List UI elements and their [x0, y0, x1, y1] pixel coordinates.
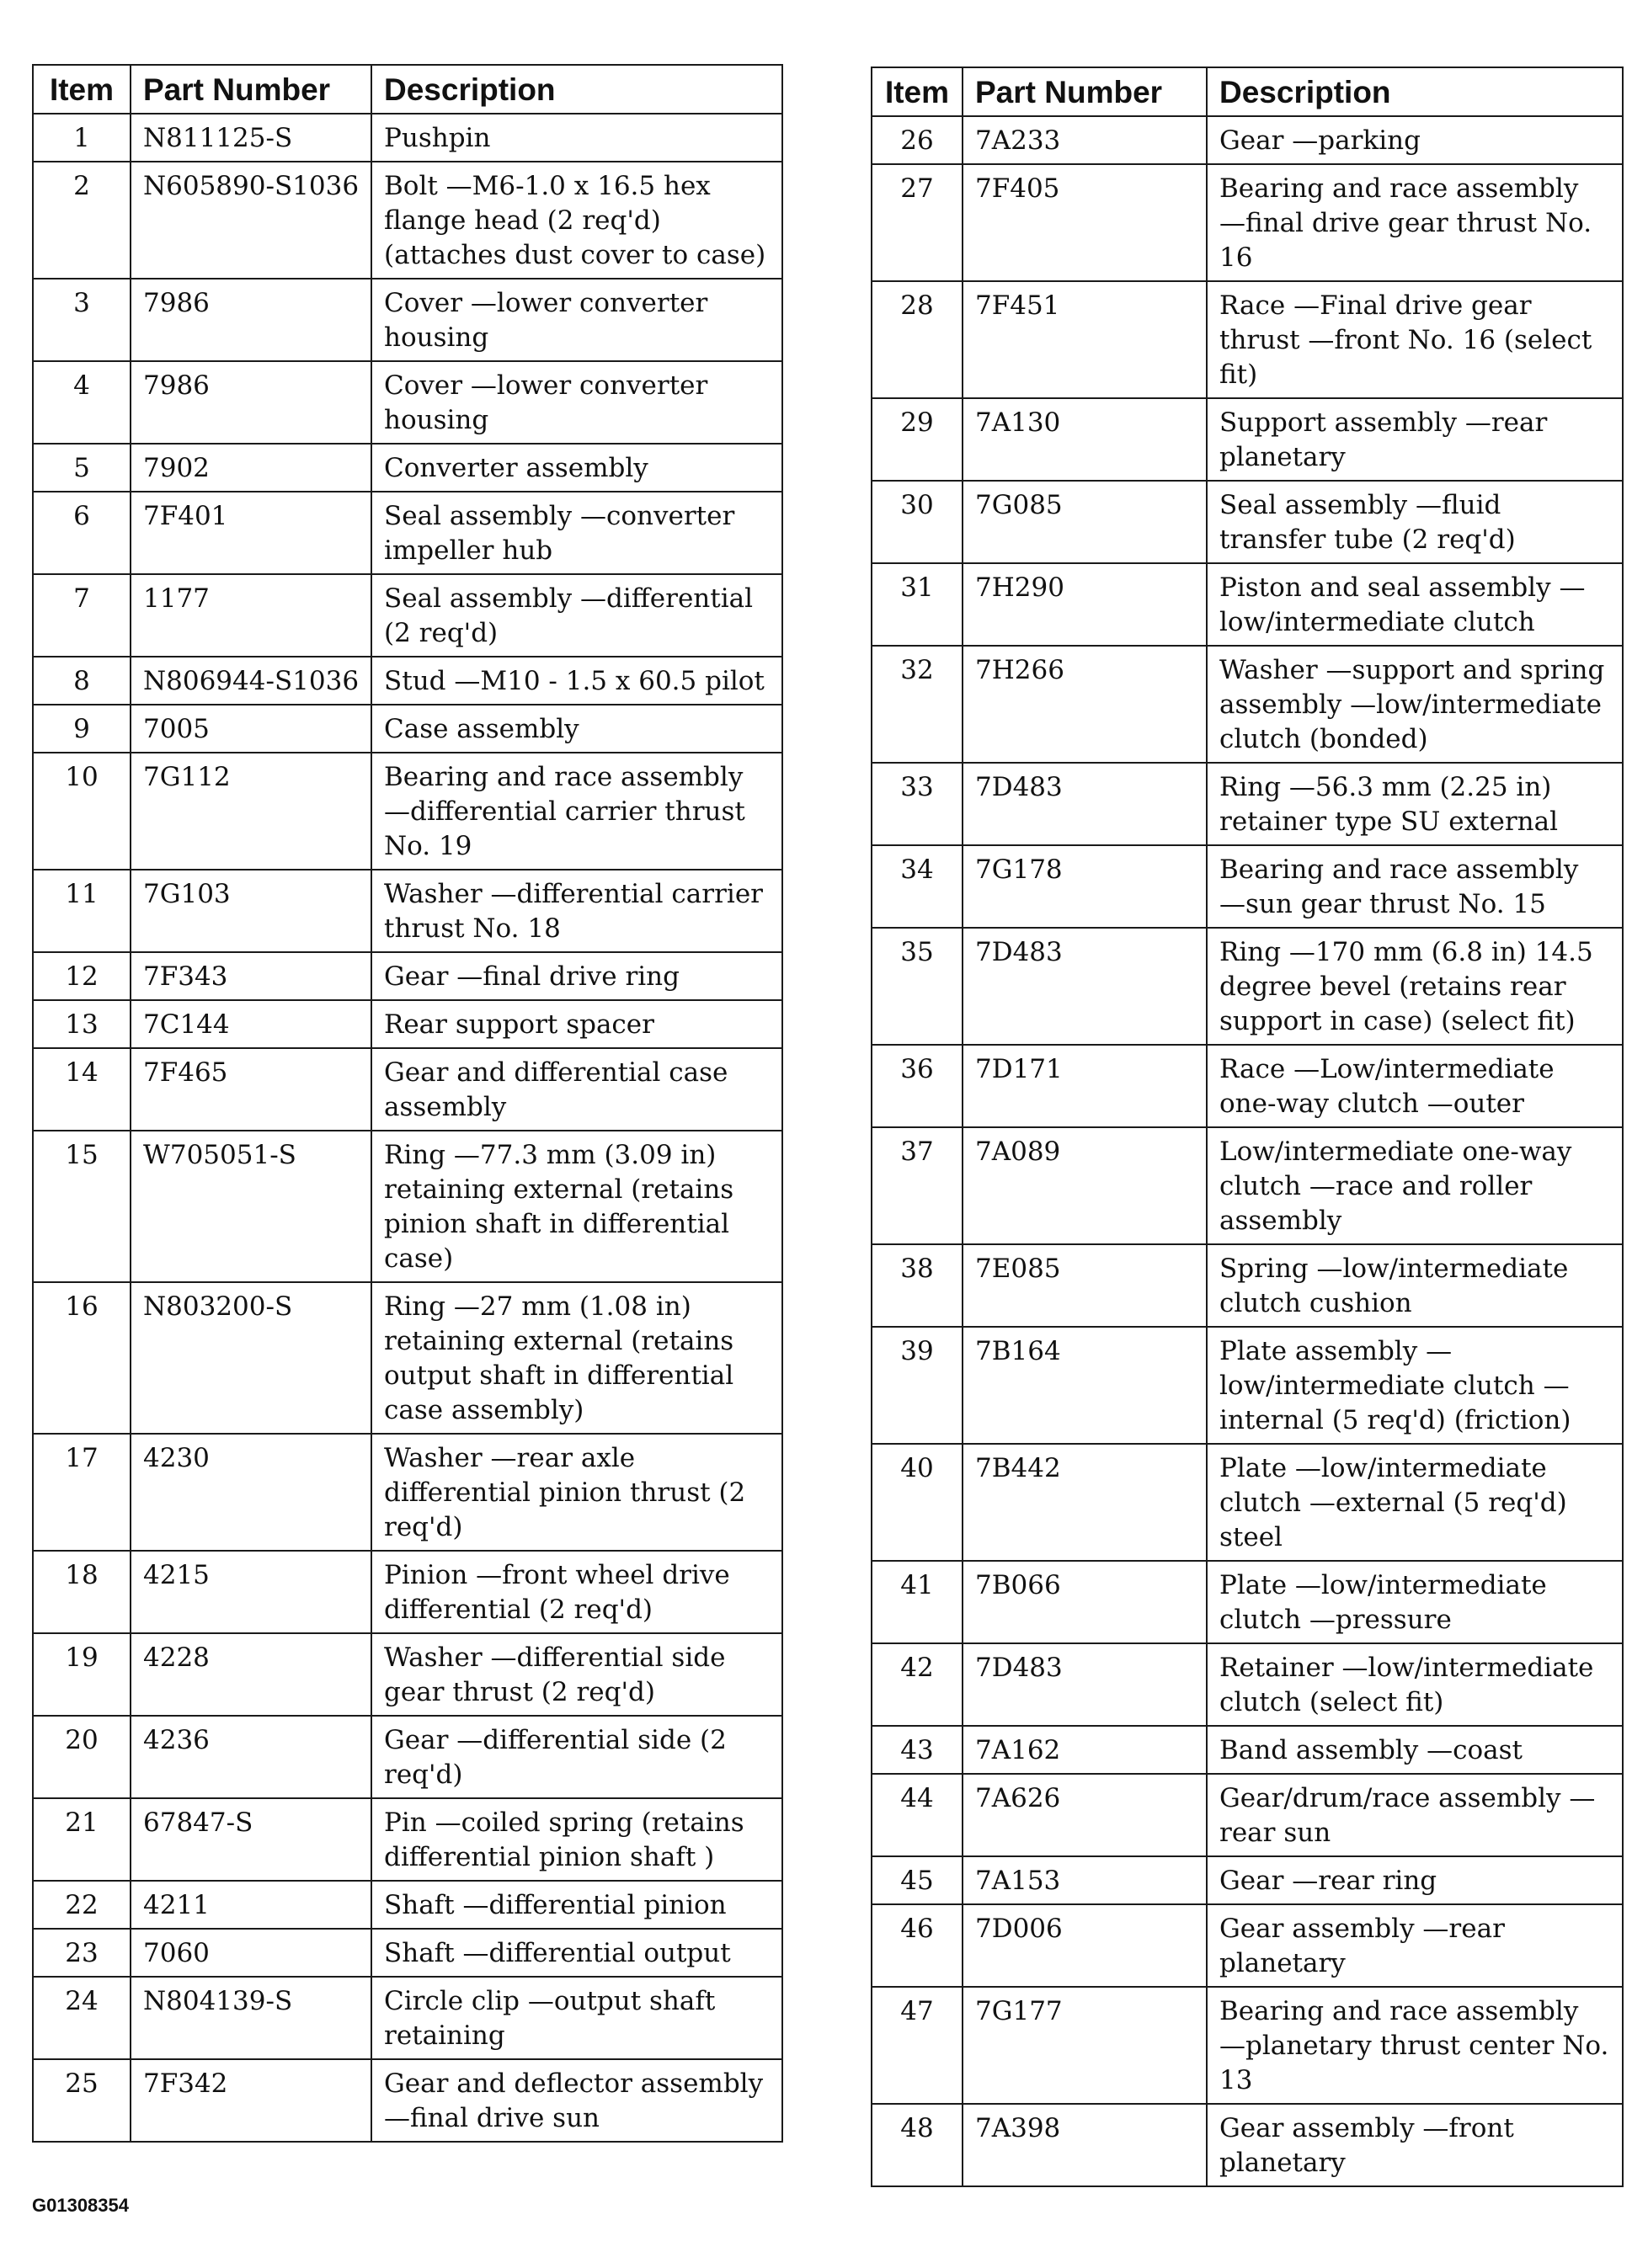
part-description: Race —Final drive gear thrust —front No. 16 (select fit) — [1207, 281, 1623, 398]
table-row — [33, 1633, 782, 1716]
table-header-row — [33, 65, 782, 114]
part-description: Gear —parking — [1207, 116, 1623, 164]
item-number: 27 — [872, 164, 963, 281]
part-description: Piston and seal assembly —low/intermediate clutch — [1207, 563, 1623, 646]
header-part-number: Part Number — [963, 67, 1207, 116]
part-number: 7E085 — [963, 1244, 1207, 1327]
part-number: 7C144 — [131, 1000, 371, 1048]
table-row — [872, 563, 1623, 646]
part-number: N605890-S1036 — [131, 162, 371, 279]
part-number: 7G177 — [963, 1987, 1207, 2104]
part-number: N806944-S1036 — [131, 657, 371, 705]
item-number: 34 — [872, 845, 963, 928]
part-number: 7F401 — [131, 492, 371, 574]
item-number: 18 — [33, 1551, 131, 1633]
part-number: 1177 — [131, 574, 371, 657]
table-row — [872, 398, 1623, 481]
table-row — [33, 444, 782, 492]
part-description: Gear and differential case assembly — [371, 1048, 782, 1131]
table-row — [872, 845, 1623, 928]
item-number: 16 — [33, 1282, 131, 1434]
item-number: 23 — [33, 1929, 131, 1977]
table-row — [872, 164, 1623, 281]
part-description: Support assembly —rear planetary — [1207, 398, 1623, 481]
table-row — [33, 1000, 782, 1048]
table-row — [33, 492, 782, 574]
part-description: Gear —differential side (2 req'd) — [371, 1716, 782, 1798]
item-number: 41 — [872, 1561, 963, 1643]
part-number: 7A233 — [963, 116, 1207, 164]
part-number: 7F465 — [131, 1048, 371, 1131]
part-number: 7986 — [131, 361, 371, 444]
table-row — [33, 162, 782, 279]
item-number: 24 — [33, 1977, 131, 2059]
table-row — [872, 646, 1623, 763]
part-description: Shaft —differential output — [371, 1929, 782, 1977]
table-row — [33, 1798, 782, 1881]
table-row — [872, 2104, 1623, 2186]
part-number: 7G112 — [131, 753, 371, 870]
part-number: 7B164 — [963, 1327, 1207, 1444]
parts-table-left — [32, 64, 783, 2143]
part-number: 7A130 — [963, 398, 1207, 481]
part-number: 7F405 — [963, 164, 1207, 281]
item-number: 17 — [33, 1434, 131, 1551]
part-number: 4215 — [131, 1551, 371, 1633]
part-description: Pinion —front wheel drive differential (2 req'd) — [371, 1551, 782, 1633]
part-description: Washer —support and spring assembly —low/intermediate clutch (bonded) — [1207, 646, 1623, 763]
table-row — [33, 1977, 782, 2059]
table-row — [872, 1774, 1623, 1856]
part-description: Gear assembly —rear planetary — [1207, 1904, 1623, 1987]
table-row — [872, 1045, 1623, 1127]
table-row — [872, 1856, 1623, 1904]
part-number: 7F451 — [963, 281, 1207, 398]
part-number: 7H290 — [963, 563, 1207, 646]
part-description: Ring —170 mm (6.8 in) 14.5 degree bevel (retains rear support in case) (select fit) — [1207, 928, 1623, 1045]
part-description: Bearing and race assembly —final drive gear thrust No. 16 — [1207, 164, 1623, 281]
table-row — [33, 1131, 782, 1282]
part-description: Washer —rear axle differential pinion thrust (2 req'd) — [371, 1434, 782, 1551]
item-number: 38 — [872, 1244, 963, 1327]
header-description: Description — [1207, 67, 1623, 116]
item-number: 43 — [872, 1726, 963, 1774]
part-description: Plate —low/intermediate clutch —external (5 req'd) steel — [1207, 1444, 1623, 1561]
item-number: 32 — [872, 646, 963, 763]
table-row — [33, 705, 782, 753]
part-number: W705051-S — [131, 1131, 371, 1282]
table-row — [33, 279, 782, 361]
part-description: Ring —27 mm (1.08 in) retaining external (retains output shaft in differential case assembly) — [371, 1282, 782, 1434]
table-row — [872, 928, 1623, 1045]
parts-table-left-body — [33, 114, 782, 2142]
item-number: 14 — [33, 1048, 131, 1131]
part-number: 7A398 — [963, 2104, 1207, 2186]
item-number: 11 — [33, 870, 131, 952]
parts-table-right-body — [872, 116, 1623, 2186]
part-number: 7902 — [131, 444, 371, 492]
item-number: 31 — [872, 563, 963, 646]
part-description: Case assembly — [371, 705, 782, 753]
item-number: 48 — [872, 2104, 963, 2186]
item-number: 33 — [872, 763, 963, 845]
part-description: Cover —lower converter housing — [371, 361, 782, 444]
table-row — [33, 1434, 782, 1551]
part-description: Seal assembly —differential (2 req'd) — [371, 574, 782, 657]
part-number: 7D171 — [963, 1045, 1207, 1127]
part-number: 7A153 — [963, 1856, 1207, 1904]
table-row — [872, 1561, 1623, 1643]
part-number: 7060 — [131, 1929, 371, 1977]
part-description: Gear —rear ring — [1207, 1856, 1623, 1904]
table-row — [33, 361, 782, 444]
part-description: Ring —77.3 mm (3.09 in) retaining external (retains pinion shaft in differential case) — [371, 1131, 782, 1282]
table-row — [33, 753, 782, 870]
part-number: 4236 — [131, 1716, 371, 1798]
table-row — [872, 1643, 1623, 1726]
item-number: 29 — [872, 398, 963, 481]
item-number: 20 — [33, 1716, 131, 1798]
table-row — [33, 952, 782, 1000]
item-number: 42 — [872, 1643, 963, 1726]
part-number: N803200-S — [131, 1282, 371, 1434]
table-row — [33, 1881, 782, 1929]
table-row — [872, 1327, 1623, 1444]
item-number: 37 — [872, 1127, 963, 1244]
table-header-row — [872, 67, 1623, 116]
part-number: 7G178 — [963, 845, 1207, 928]
item-number: 12 — [33, 952, 131, 1000]
table-row — [872, 481, 1623, 563]
part-number: 67847-S — [131, 1798, 371, 1881]
table-row — [872, 1987, 1623, 2104]
part-description: Low/intermediate one-way clutch —race and roller assembly — [1207, 1127, 1623, 1244]
part-number: 7986 — [131, 279, 371, 361]
part-description: Bearing and race assembly —differential carrier thrust No. 19 — [371, 753, 782, 870]
part-description: Gear and deflector assembly —final drive sun — [371, 2059, 782, 2142]
table-row — [872, 763, 1623, 845]
part-number: 7F343 — [131, 952, 371, 1000]
part-number: 4230 — [131, 1434, 371, 1551]
part-number: 7A162 — [963, 1726, 1207, 1774]
item-number: 45 — [872, 1856, 963, 1904]
header-item: Item — [33, 65, 131, 114]
part-number: 4211 — [131, 1881, 371, 1929]
item-number: 39 — [872, 1327, 963, 1444]
table-row — [872, 1444, 1623, 1561]
item-number: 1 — [33, 114, 131, 162]
item-number: 46 — [872, 1904, 963, 1987]
part-description: Pushpin — [371, 114, 782, 162]
part-number: 7H266 — [963, 646, 1207, 763]
part-number: 7D483 — [963, 928, 1207, 1045]
header-description: Description — [371, 65, 782, 114]
part-number: 7F342 — [131, 2059, 371, 2142]
table-row — [33, 1282, 782, 1434]
part-description: Converter assembly — [371, 444, 782, 492]
table-row — [33, 1048, 782, 1131]
table-row — [33, 2059, 782, 2142]
item-number: 6 — [33, 492, 131, 574]
part-description: Washer —differential side gear thrust (2 req'd) — [371, 1633, 782, 1716]
part-description: Ring —56.3 mm (2.25 in) retainer type SU external — [1207, 763, 1623, 845]
part-number: 7A089 — [963, 1127, 1207, 1244]
part-description: Stud —M10 - 1.5 x 60.5 pilot — [371, 657, 782, 705]
part-description: Seal assembly —converter impeller hub — [371, 492, 782, 574]
item-number: 8 — [33, 657, 131, 705]
table-row — [33, 870, 782, 952]
part-description: Plate assembly —low/intermediate clutch —internal (5 req'd) (friction) — [1207, 1327, 1623, 1444]
item-number: 3 — [33, 279, 131, 361]
item-number: 7 — [33, 574, 131, 657]
part-description: Circle clip —output shaft retaining — [371, 1977, 782, 2059]
part-description: Gear —final drive ring — [371, 952, 782, 1000]
item-number: 9 — [33, 705, 131, 753]
part-description: Gear/drum/race assembly —rear sun — [1207, 1774, 1623, 1856]
part-description: Rear support spacer — [371, 1000, 782, 1048]
item-number: 5 — [33, 444, 131, 492]
part-description: Gear assembly —front planetary — [1207, 2104, 1623, 2186]
part-description: Race —Low/intermediate one-way clutch —outer — [1207, 1045, 1623, 1127]
table-row — [33, 657, 782, 705]
item-number: 13 — [33, 1000, 131, 1048]
table-row — [33, 1716, 782, 1798]
part-number: 4228 — [131, 1633, 371, 1716]
part-description: Bearing and race assembly —sun gear thrust No. 15 — [1207, 845, 1623, 928]
part-description: Washer —differential carrier thrust No. 18 — [371, 870, 782, 952]
item-number: 2 — [33, 162, 131, 279]
figure-id: G01308354 — [32, 2195, 129, 2216]
part-number: N804139-S — [131, 1977, 371, 2059]
item-number: 10 — [33, 753, 131, 870]
part-number: 7D006 — [963, 1904, 1207, 1987]
part-description: Band assembly —coast — [1207, 1726, 1623, 1774]
part-number: 7D483 — [963, 1643, 1207, 1726]
part-number: 7005 — [131, 705, 371, 753]
table-row — [872, 1244, 1623, 1327]
table-row — [872, 1904, 1623, 1987]
part-number: 7A626 — [963, 1774, 1207, 1856]
part-description: Pin —coiled spring (retains differential pinion shaft ) — [371, 1798, 782, 1881]
header-item: Item — [872, 67, 963, 116]
item-number: 44 — [872, 1774, 963, 1856]
item-number: 47 — [872, 1987, 963, 2104]
item-number: 19 — [33, 1633, 131, 1716]
part-number: 7G103 — [131, 870, 371, 952]
part-number: 7G085 — [963, 481, 1207, 563]
item-number: 28 — [872, 281, 963, 398]
part-description: Bearing and race assembly —planetary thrust center No. 13 — [1207, 1987, 1623, 2104]
item-number: 21 — [33, 1798, 131, 1881]
part-description: Bolt —M6-1.0 x 16.5 hex flange head (2 req'd) (attaches dust cover to case) — [371, 162, 782, 279]
table-row — [872, 1726, 1623, 1774]
part-description: Seal assembly —fluid transfer tube (2 req'd) — [1207, 481, 1623, 563]
table-row — [33, 1929, 782, 1977]
item-number: 35 — [872, 928, 963, 1045]
part-number: N811125-S — [131, 114, 371, 162]
header-part-number: Part Number — [131, 65, 371, 114]
table-row — [33, 1551, 782, 1633]
part-number: 7B442 — [963, 1444, 1207, 1561]
item-number: 22 — [33, 1881, 131, 1929]
part-description: Retainer —low/intermediate clutch (select fit) — [1207, 1643, 1623, 1726]
table-row — [33, 574, 782, 657]
table-row — [872, 1127, 1623, 1244]
part-description: Spring —low/intermediate clutch cushion — [1207, 1244, 1623, 1327]
table-row — [872, 281, 1623, 398]
part-number: 7B066 — [963, 1561, 1207, 1643]
item-number: 40 — [872, 1444, 963, 1561]
item-number: 15 — [33, 1131, 131, 1282]
part-description: Cover —lower converter housing — [371, 279, 782, 361]
table-row — [872, 116, 1623, 164]
part-description: Shaft —differential pinion — [371, 1881, 782, 1929]
part-number: 7D483 — [963, 763, 1207, 845]
item-number: 30 — [872, 481, 963, 563]
item-number: 26 — [872, 116, 963, 164]
item-number: 36 — [872, 1045, 963, 1127]
item-number: 4 — [33, 361, 131, 444]
parts-table-right — [871, 67, 1624, 2187]
table-row — [33, 114, 782, 162]
item-number: 25 — [33, 2059, 131, 2142]
part-description: Plate —low/intermediate clutch —pressure — [1207, 1561, 1623, 1643]
